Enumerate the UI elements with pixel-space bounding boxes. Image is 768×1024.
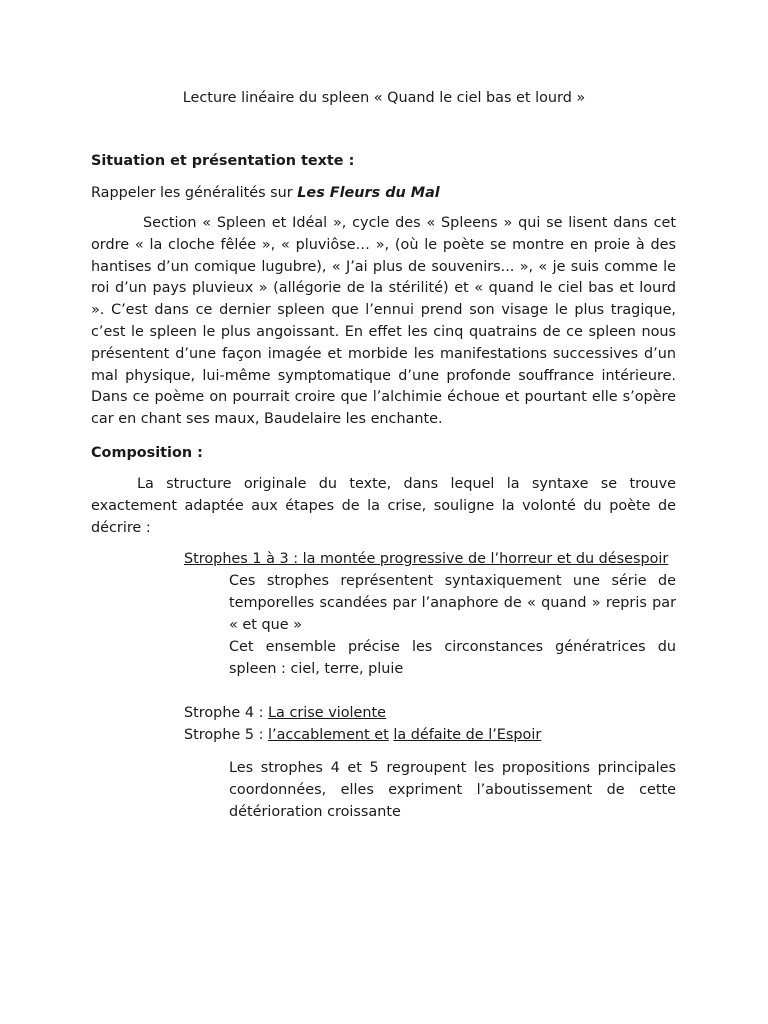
document-title: Lecture linéaire du spleen « Quand le ciel bas et lourd » xyxy=(182,90,586,106)
list-item-strophe-5 xyxy=(160,725,680,747)
strophe-4-prefix: Strophe 4 : xyxy=(184,705,269,721)
strophe-5-label-b: la défaite de l’Espoir xyxy=(393,727,542,743)
closing-text: Les strophes 4 et 5 regroupent les propositions principales coordonnées, elles expriment l’aboutissement de cette détérioration croissante xyxy=(229,760,676,820)
work-title: Les Fleurs du Mal xyxy=(297,185,440,201)
strophe-5-label-a: l’accablement et xyxy=(268,727,389,743)
strophes-1-3-label: Strophes 1 à 3 : la montée progressive de l’horreur et du désespoir xyxy=(184,551,669,567)
strophe-4-label: La crise violente xyxy=(268,705,386,721)
situation-heading: Situation et présentation texte : xyxy=(91,153,355,169)
list-item-strophe-4 xyxy=(160,703,680,725)
list-item-strophes-1-3 xyxy=(160,549,680,571)
composition-heading: Composition : xyxy=(91,445,203,461)
strophe-5-prefix: Strophe 5 : xyxy=(184,727,269,743)
recall-line xyxy=(91,183,676,205)
recall-prefix: Rappeler les généralités sur xyxy=(91,185,298,201)
composition-paragraph: La structure originale du texte, dans lequel la syntaxe se trouve exactement adaptée aux étapes de la crise, souligne la volonté du poète de décrire : xyxy=(91,476,676,536)
closing-paragraph xyxy=(229,758,676,823)
strophes-1-3-detail-2: Cet ensemble précise les circonstances génératrices du spleen : ciel, terre, pluie xyxy=(229,639,676,677)
strophes-1-3-detail-1: Ces strophes représentent syntaxiquement une série de temporelles scandées par l’anaphore de « quand » repris par « et que » xyxy=(229,573,676,633)
situation-paragraph: Section « Spleen et Idéal », cycle des « Spleens » qui se lisent dans cet ordre « la cloche fêlée », « pluviôse… », (où le poète se montre en proie à des hantises d’un comique lugubre), « J’ai plus de souvenirs... », « je suis comme le roi d’un pays pluvieux » (allégorie de la stérilité) et « quand le ciel bas et lourd ». C’est dans ce dernier spleen que l’ennui prend son visage le plus tragique, c’est le spleen le plus angoissant. En effet les cinq quatrains de ce spleen nous présentent d’une façon imagée et morbide les manifestations successives d’un mal physique, lui-même symptomatique d’une profonde souffrance intérieure. Dans ce poème on pourrait croire que l’alchimie échoue et pourtant elle s’opère car en chant ses maux, Baudelaire les enchante. xyxy=(91,215,676,428)
